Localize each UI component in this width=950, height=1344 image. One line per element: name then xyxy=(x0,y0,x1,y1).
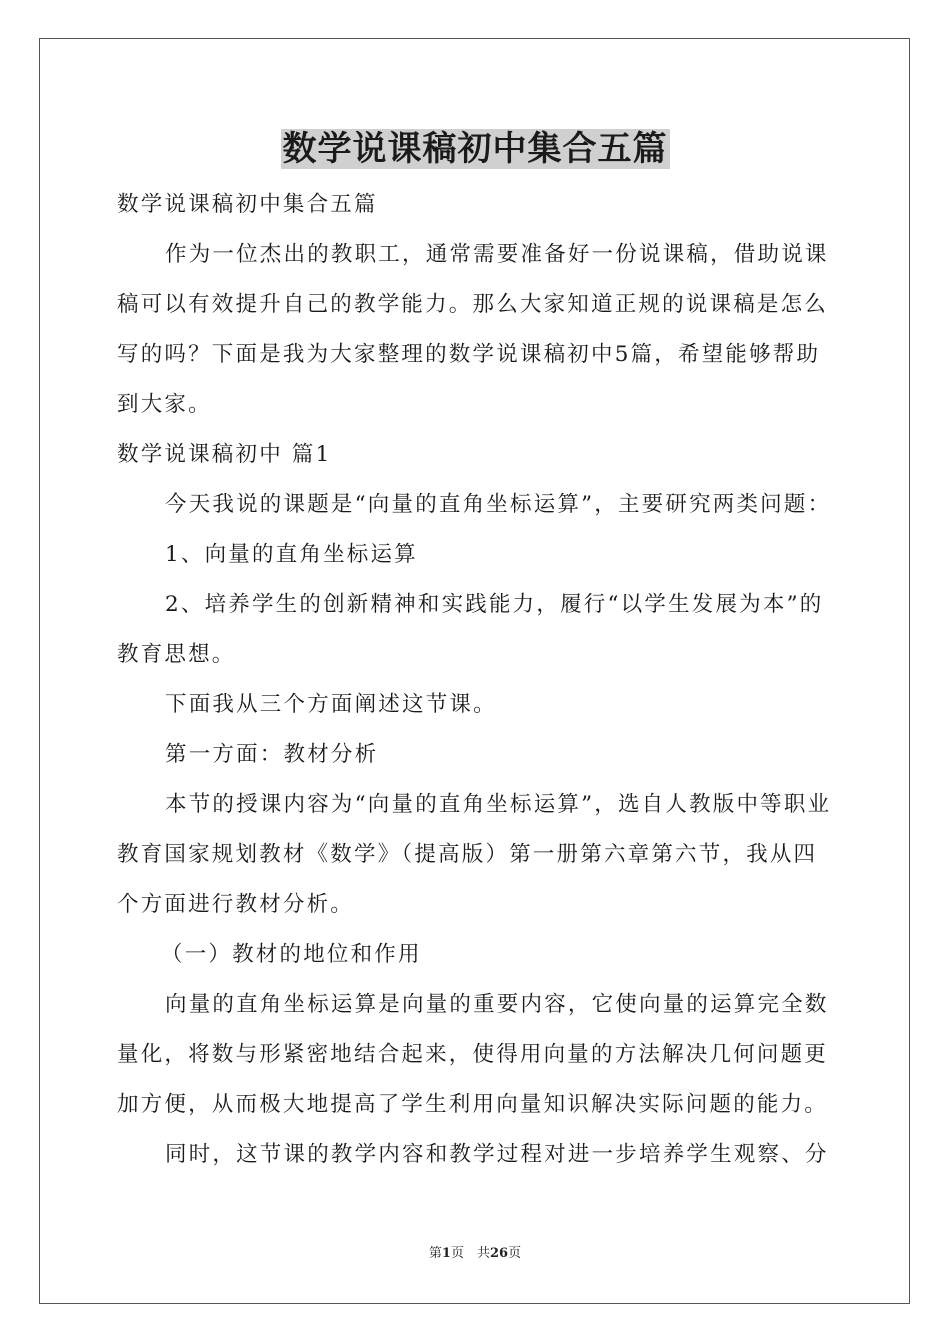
document-title xyxy=(0,127,950,171)
paragraph: 今天我说的课题是“向量的直角坐标运算”，主要研究两类问题： xyxy=(165,492,832,517)
paragraph: 作为一位杰出的教职工，通常需要准备好一份说课稿，借助说课稿可以有效提升自己的教学能力。那么大家知道正规的说课稿是怎么写的吗？下面是我为大家整理的数学说课稿初中5篇，希望能够帮助到大家。 xyxy=(117,242,829,417)
paragraph: 下面我从三个方面阐述这节课。 xyxy=(165,692,497,717)
paragraph: 同时，这节课的教学内容和教学过程对进一步培养学生观察、分 xyxy=(165,1142,829,1167)
footer-page-number: 1 xyxy=(441,1246,451,1261)
section-heading: 数学说课稿初中 篇1 xyxy=(117,442,332,467)
paragraph: 向量的直角坐标运算是向量的重要内容，它使向量的运算完全数量化，将数与形紧密地结合起来，使得用向量的方法解决几何问题更加方便，从而极大地提高了学生利用向量知识解决实际问题的能力。 xyxy=(117,992,829,1117)
page-footer xyxy=(0,1245,950,1263)
footer-suffix: 页 xyxy=(508,1246,522,1261)
paragraph: 数学说课稿初中集合五篇 xyxy=(117,192,378,217)
footer-mid: 页 共 xyxy=(450,1246,490,1261)
paragraph: 第一方面：教材分析 xyxy=(165,742,379,767)
paragraph: （一）教材的地位和作用 xyxy=(161,942,422,967)
paragraph: 1、向量的直角坐标运算 xyxy=(165,542,418,567)
footer-total-pages: 26 xyxy=(489,1246,509,1261)
document-body xyxy=(117,180,837,1180)
footer-prefix: 第 xyxy=(428,1246,442,1261)
paragraph: 2、培养学生的创新精神和实践能力，履行“以学生发展为本”的教育思想。 xyxy=(117,592,824,667)
paragraph: 本节的授课内容为“向量的直角坐标运算”，选自人教版中等职业教育国家规划教材《数学》（提高版）第一册第六章第六节，我从四个方面进行教材分析。 xyxy=(117,792,832,917)
document-title-text: 数学说课稿初中集合五篇 xyxy=(282,129,668,169)
